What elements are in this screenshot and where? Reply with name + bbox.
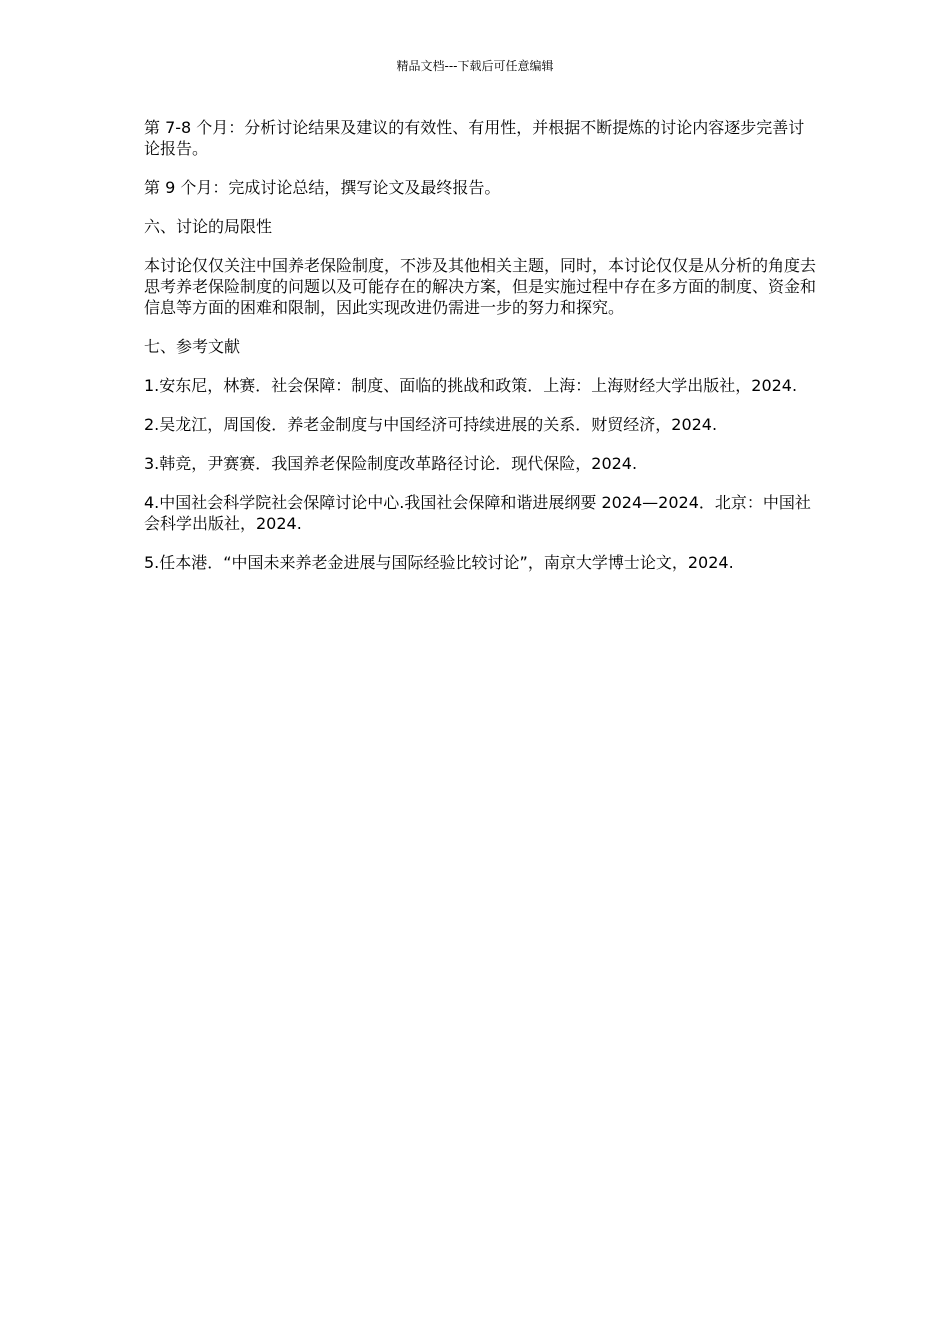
section-heading-references: 七、参考文献	[144, 337, 241, 356]
schedule-item-month-9: 第 9 个月：完成讨论总结，撰写论文及最终报告。	[144, 178, 501, 197]
schedule-item-months-7-8: 第 7-8 个月：分析讨论结果及建议的有效性、有用性，并根据不断提炼的讨论内容逐步完善讨论报告。	[144, 118, 805, 158]
reference-item: 1.安东尼，林赛．社会保障：制度、面临的挑战和政策．上海：上海财经大学出版社，2024.	[144, 376, 798, 395]
reference-item: 2.吴龙江，周国俊．养老金制度与中国经济可持续进展的关系．财贸经济，2024.	[144, 415, 718, 434]
limitations-paragraph: 本讨论仅仅关注中国养老保险制度，不涉及其他相关主题，同时，本讨论仅仅是从分析的角度去思考养老保险制度的问题以及可能存在的解决方案，但是实施过程中存在多方面的制度、资金和信息等方面的困难和限制，因此实现改进仍需进一步的努力和探究。	[144, 256, 817, 317]
reference-item: 4.中国社会科学院社会保障讨论中心.我国社会保障和谐进展纲要 2024—2024．北京：中国社会科学出版社，2024.	[144, 493, 811, 533]
page-header: 精品文档---下载后可任意编辑	[396, 59, 554, 73]
reference-list	[144, 375, 816, 573]
section-heading-limitations: 六、讨论的局限性	[144, 217, 273, 236]
document-body	[144, 117, 816, 591]
reference-item: 5.任本港．“中国未来养老金进展与国际经验比较讨论”，南京大学博士论文，2024.	[144, 553, 734, 572]
reference-item: 3.韩竞，尹赛赛．我国养老保险制度改革路径讨论．现代保险，2024.	[144, 454, 638, 473]
